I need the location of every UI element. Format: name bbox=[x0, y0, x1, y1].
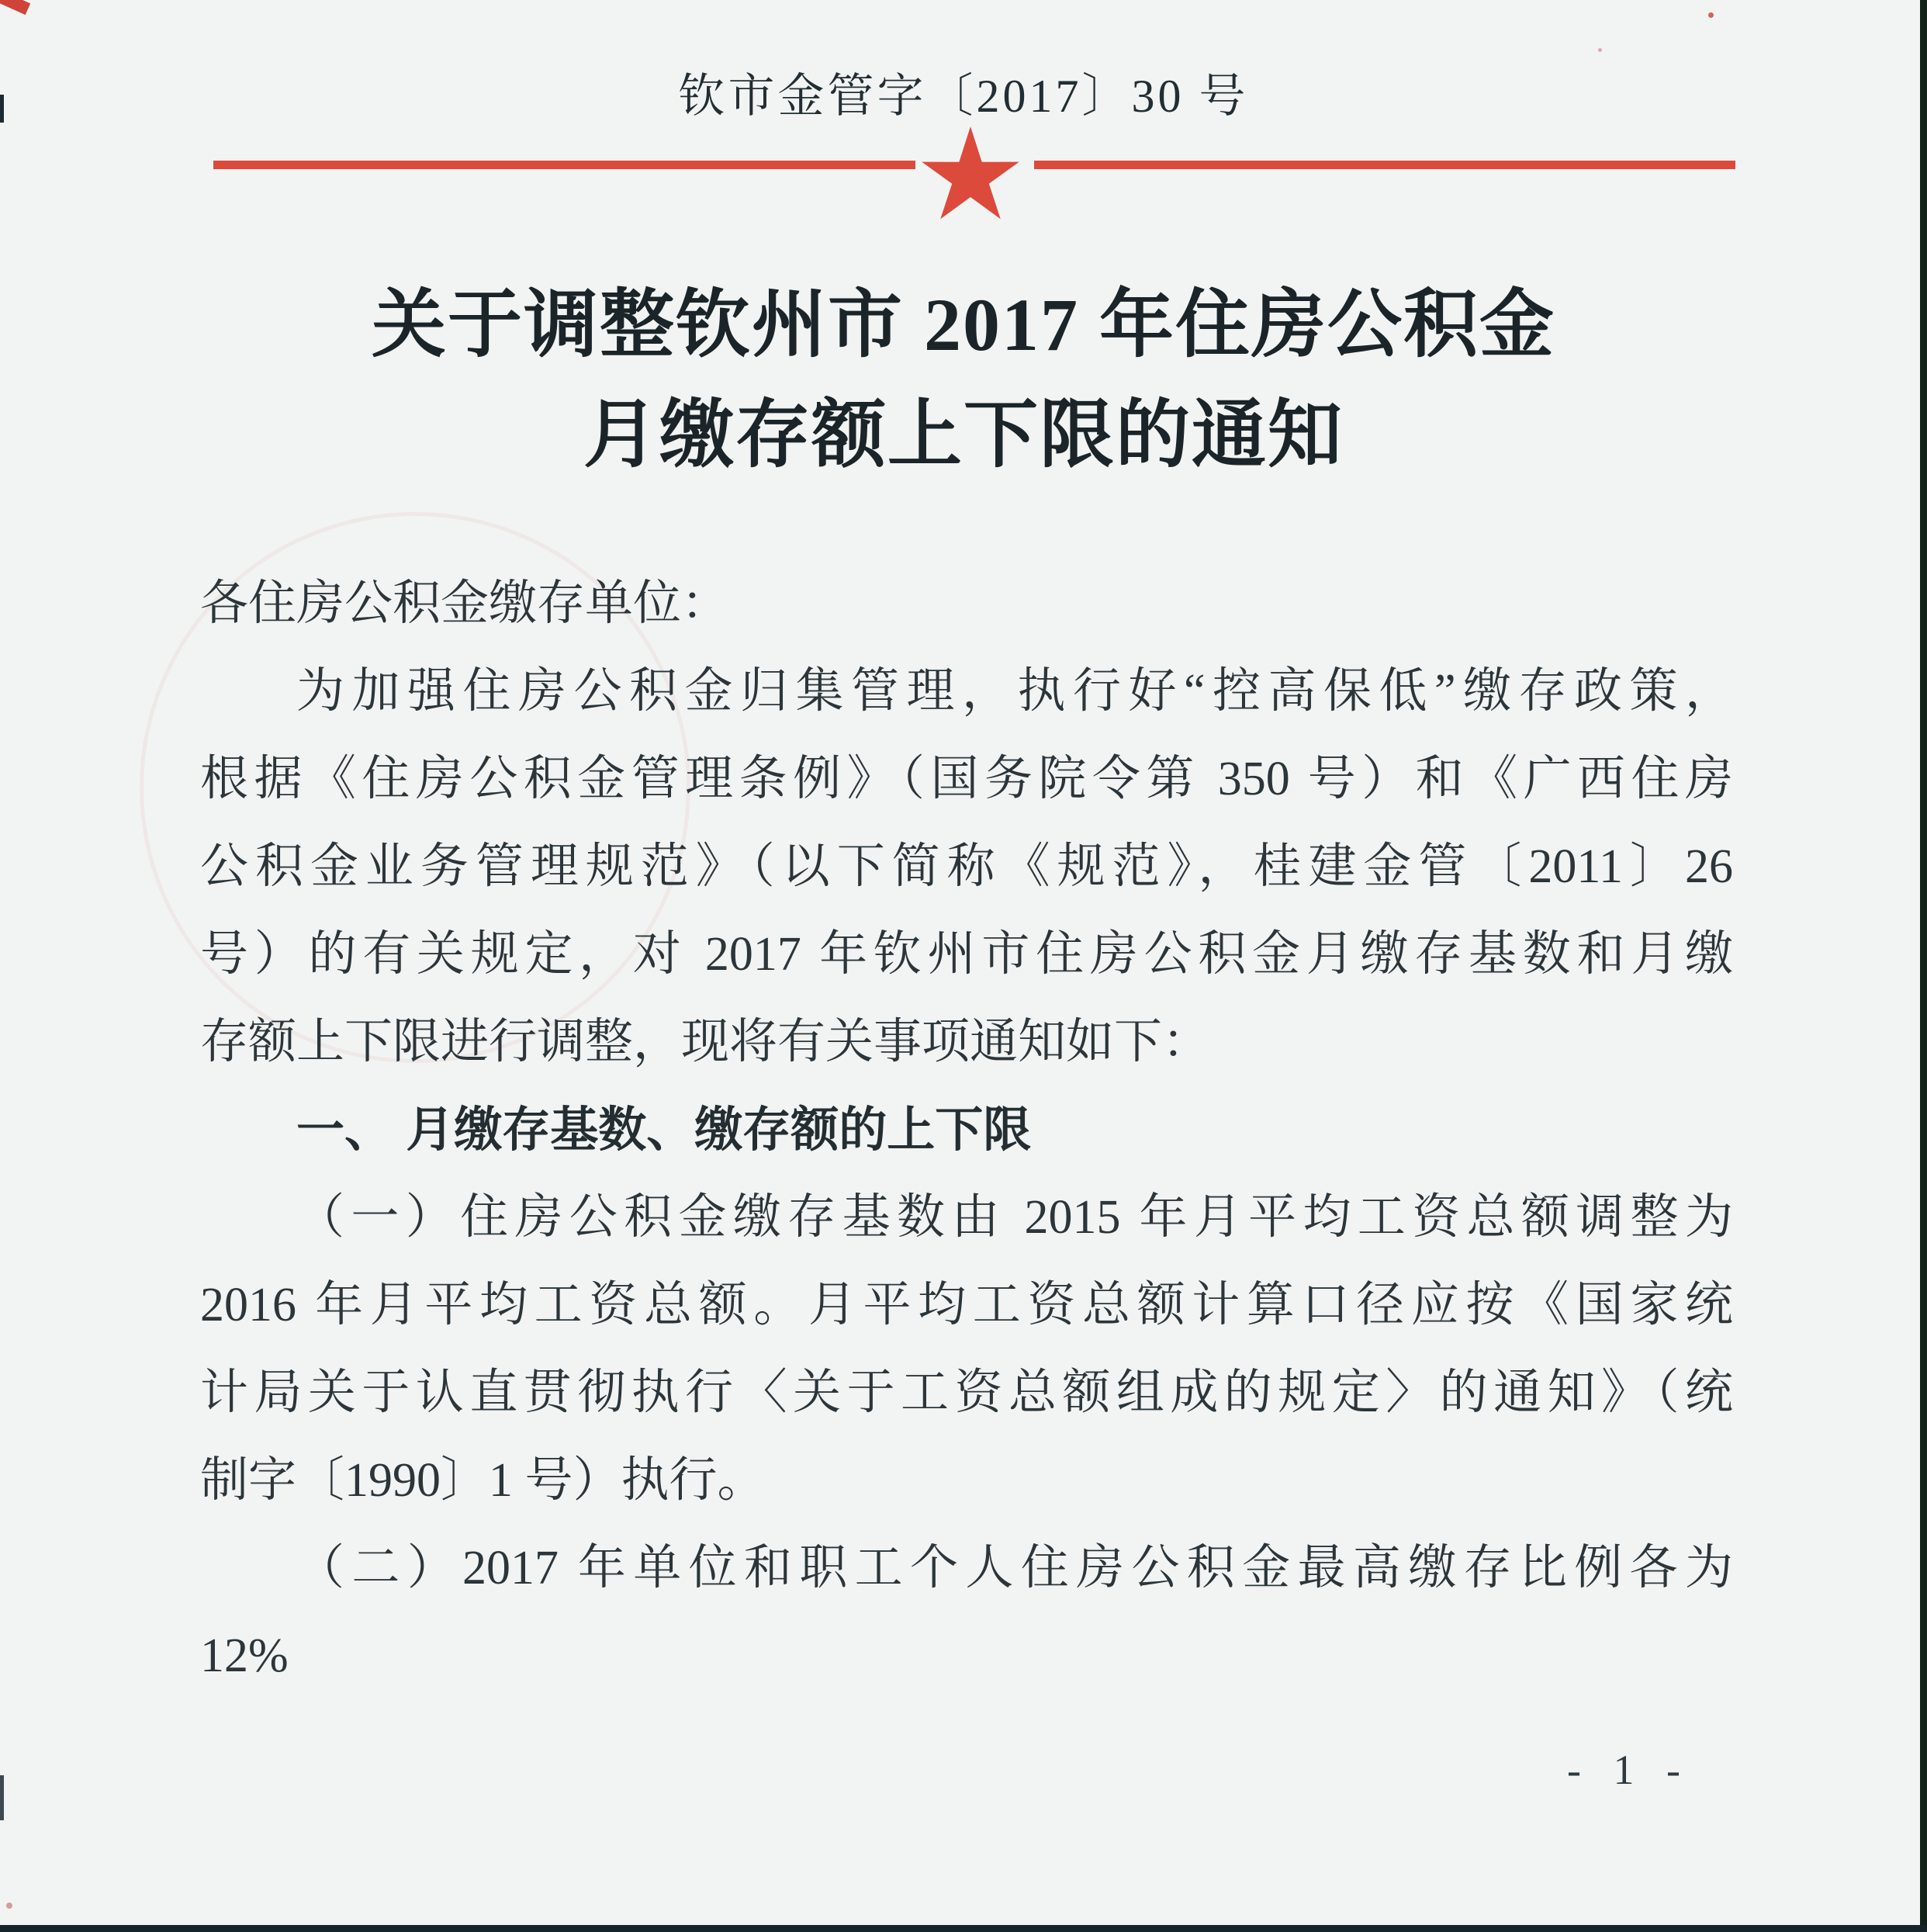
doc-number: 钦市金管字〔2017〕30 号 bbox=[678, 71, 1249, 122]
body-line: 根据《住房公积金管理条例》（国务院令第 350 号）和《广西住房 bbox=[200, 753, 1733, 805]
body-line: 号）的有关规定，对 2017 年钦州市住房公积金月缴存基数和月缴 bbox=[200, 928, 1733, 981]
body-line: 存额上下限进行调整，现将有关事项通知如下： bbox=[200, 1016, 1211, 1068]
body-line: （二）2017 年单位和职工个人住房公积金最高缴存比例各为 bbox=[296, 1542, 1733, 1594]
doc-title-line-2: 月缴存额上下限的通知 bbox=[583, 393, 1344, 476]
scan-artifact-speck bbox=[1708, 12, 1714, 18]
red-star-icon bbox=[916, 123, 1025, 232]
scan-artifact-speck bbox=[1598, 48, 1602, 52]
body-line: 为加强住房公积金归集管理，执行好“控高保低”缴存政策， bbox=[296, 665, 1733, 718]
body-line: 公积金业务管理规范》（以下简称《规范》，桂建金管〔2011〕26 bbox=[200, 840, 1733, 893]
scan-edge-bottom bbox=[0, 1925, 1927, 1932]
body-line: 制字〔1990〕1 号）执行。 bbox=[200, 1454, 766, 1507]
doc-title-line-1: 关于调整钦州市 2017 年住房公积金 bbox=[372, 283, 1555, 366]
body-line: 计局关于认直贯彻执行〈关于工资总额组成的规定〉的通知》（统 bbox=[200, 1366, 1733, 1419]
page-number: - 1 - bbox=[1567, 1747, 1691, 1793]
body-line: （一）住房公积金缴存基数由 2015 年月平均工资总额调整为 bbox=[296, 1191, 1733, 1244]
scan-artifact-speck bbox=[6, 1903, 12, 1909]
body-text bbox=[200, 560, 1733, 1700]
body-line: 2016 年月平均工资总额。月平均工资总额计算口径应按《国家统 bbox=[200, 1279, 1733, 1331]
red-divider-right bbox=[1034, 161, 1735, 169]
body-section-heading: 一、 月缴存基数、缴存额的上下限 bbox=[296, 1103, 1032, 1157]
body-line: 12% bbox=[200, 1629, 289, 1682]
scan-artifact-dark-mark bbox=[0, 95, 4, 123]
scan-edge-right bbox=[1920, 0, 1927, 1932]
red-divider-left bbox=[213, 161, 915, 169]
scan-artifact-red-mark bbox=[0, 0, 30, 15]
scan-artifact-dark-mark bbox=[0, 1775, 4, 1820]
body-line: 各住房公积金缴存单位： bbox=[200, 577, 730, 630]
